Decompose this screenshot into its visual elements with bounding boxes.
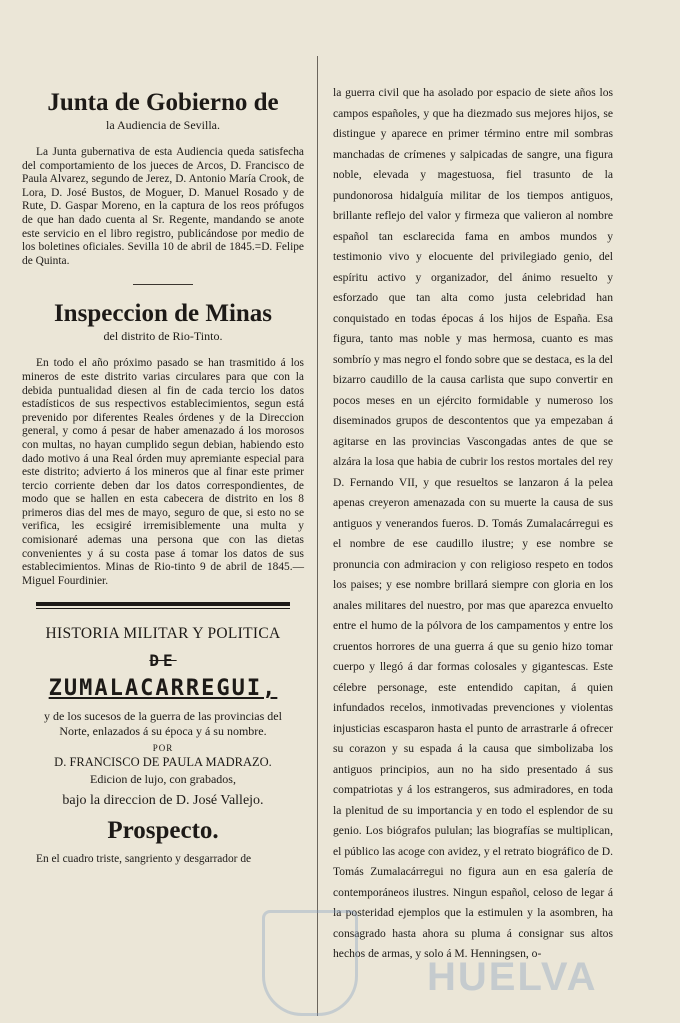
prospecto-title: Prospecto. [107, 817, 219, 845]
junta-text: La Junta gubernativa de esta Audiencia queda satisfecha del comportamiento de los jueces de Arcos, D. Francisco de Paula Alvarez, segundo de Jerez, D. Antonio María Crook, de Lora, D. José Bustos, de Moguer, D. Manuel Rosado y de Rute, D. Gaspar Moreno, en la captura de los reos prófugos de que han dado cuenta al Sr. Regente, mandando se anote este servicio en el libro registro, publicándose por medio de los boletines oficiales. Sevilla 10 de abril de 1845.=D. Felipe de Quinta. [22, 146, 304, 267]
sucesos-line-1: y de los sucesos de la guerra de las provincias del [44, 709, 282, 724]
author-name: D. FRANCISCO DE PAULA MADRAZO. [54, 755, 272, 770]
zumalacarregui-title: ZUMALACARREGUI, [48, 676, 278, 702]
thin-rule [36, 608, 290, 609]
inspeccion-text: En todo el año próximo pasado se han trasmitido á los mineros de este distrito varias circulares para que con la debida puntualidad diesen al fin de cada tercio los datos estadísticos de sus respectivos establecimientos, segun está prevenido por diferentes Reales órdenes y de la Direccion general, y como á pesar de haber amenazado á los morosos con multas, no hayan cumplido segun debian, habiendo esto dado motivo á una Real órden muy apremiante especial para este distrito; advierto á los mineros que al finar este primer tercio corriente deben dar los datos correspondientes, de modo que se hallen en esta cabecera de distrito en los 8 primeros dias del mes de mayo, seguro de que, si esto no se verifica, les ecsigiré irremisiblemente una multa y comisionaré ademas una persona que con las dietas convenientes y á su costa pase á tomar los datos de sus establecimientos. Minas de Rio-tinto 9 de abril de 1845.—Miguel Fourdinier. [22, 357, 304, 587]
inspeccion-title: Inspeccion de Minas [53, 300, 273, 328]
sucesos-line-2: Norte, enlazados á su época y á su nombre. [59, 724, 267, 739]
prospecto-first-line: En el cuadro triste, sangriento y desgarrador de [36, 853, 252, 866]
edicion-line: Edicion de lujo, con grabados, [90, 772, 236, 787]
right-column [333, 83, 613, 965]
inspeccion-subtitle: del distrito de Rio-Tinto. [103, 329, 223, 344]
prospecto-body-text: la guerra civil que ha asolado por espacio de siete años los campos españoles, y que ha diezmado sus mejores hijos, se distingue y aparece en primer término entre mil sombras manchadas de crímenes y salpicadas de sangre, una figura noble, elevada y magestuosa, fiel trasunto de la pundonorosa hidalguía militar de los tiempos antiguos, brillante reflejo del valor y firmeza que valieron al nombre español tan esclarecida fama en ambos mundos y testimonio vivo y elocuente del privilegiado genio, del espíritu activo y organizador, del ánimo resuelto y esforzado que tan alta como justa celebridad han conquistado en todas épocas á los hijos de España. Esa figura, tanto mas noble y mas hermosa, cuanto es mas sombrío y mas negro el fondo sobre que se destaca, es la del bizarro caudillo de la causa carlista que supo convertir en pocos meses en un ejército formidable y numeroso los diseminados grupos de descontentos que ya empezaban á agitarse en las provincias Vascongadas antes de que se alzára la losa que habia de cubrir los restos mortales del rey D. Fernando VII, y que resueltos se lanzaron á la pelea apenas creyeron amenazada con su muerte la causa de sus antiguos y venerandos fueros. D. Tomás Zumalacárregui es el nombre de ese caudillo ilustre; y ese nombre se pronuncia con admiracion y con religioso respeto en todos los paises; y ese nombre brillará siempre con gloria en los anales militares del nuestro, por mas que aparezca envuelto entre el humo de la pólvora de los campamentos y entre los cruentos horrores de una guerra á que su genio hizo tomar cuerpo y llegó á dar formas colosales y gigantescas. Este célebre personage, este entendido capitan, á quien infundados recelos, inmotivadas prevenciones y violentas injusticias escasparon hasta el punto de arrastrarle á ofrecer su corazon y su espada á la causa que simbolizaba los antiguos principios, aun no ha sido presentado á sus compatriotas y á los estrangeros, sus admiradores, en toda la plenitud de su importancia y en todo el esplendor de su genio. Los biógrafos pululan; las biografías se multiplican, el público las acoge con avidez, y el retrato biográfico de D. Tomás Zumalacárregui no figura aun en esa galería de contemporáneos ilustres. Ningun español, celoso de legar á la posteridad ejemplos que la estimulen y la asombren, ha consagrado hasta ahora su pluma á consignar sus altos hechos de armas, y solo á M. Henningsen, o- [333, 86, 613, 960]
section-divider [133, 284, 193, 285]
bajo-direccion-line: bajo la direccion de D. José Vallejo. [62, 793, 264, 809]
huelva-watermark [262, 910, 598, 1020]
de-word: DE [149, 651, 177, 671]
por-label: POR [152, 743, 174, 754]
left-column [22, 80, 304, 865]
shield-icon [262, 910, 358, 1016]
junta-title: Junta de Gobierno de [47, 89, 279, 116]
watermark-text: HUELVA [427, 955, 598, 999]
junta-subtitle: la Audiencia de Sevilla. [106, 118, 220, 132]
historia-title: HISTORIA MILITAR Y POLITICA [45, 625, 281, 643]
column-divider [317, 56, 318, 1016]
thick-rule [36, 602, 290, 606]
